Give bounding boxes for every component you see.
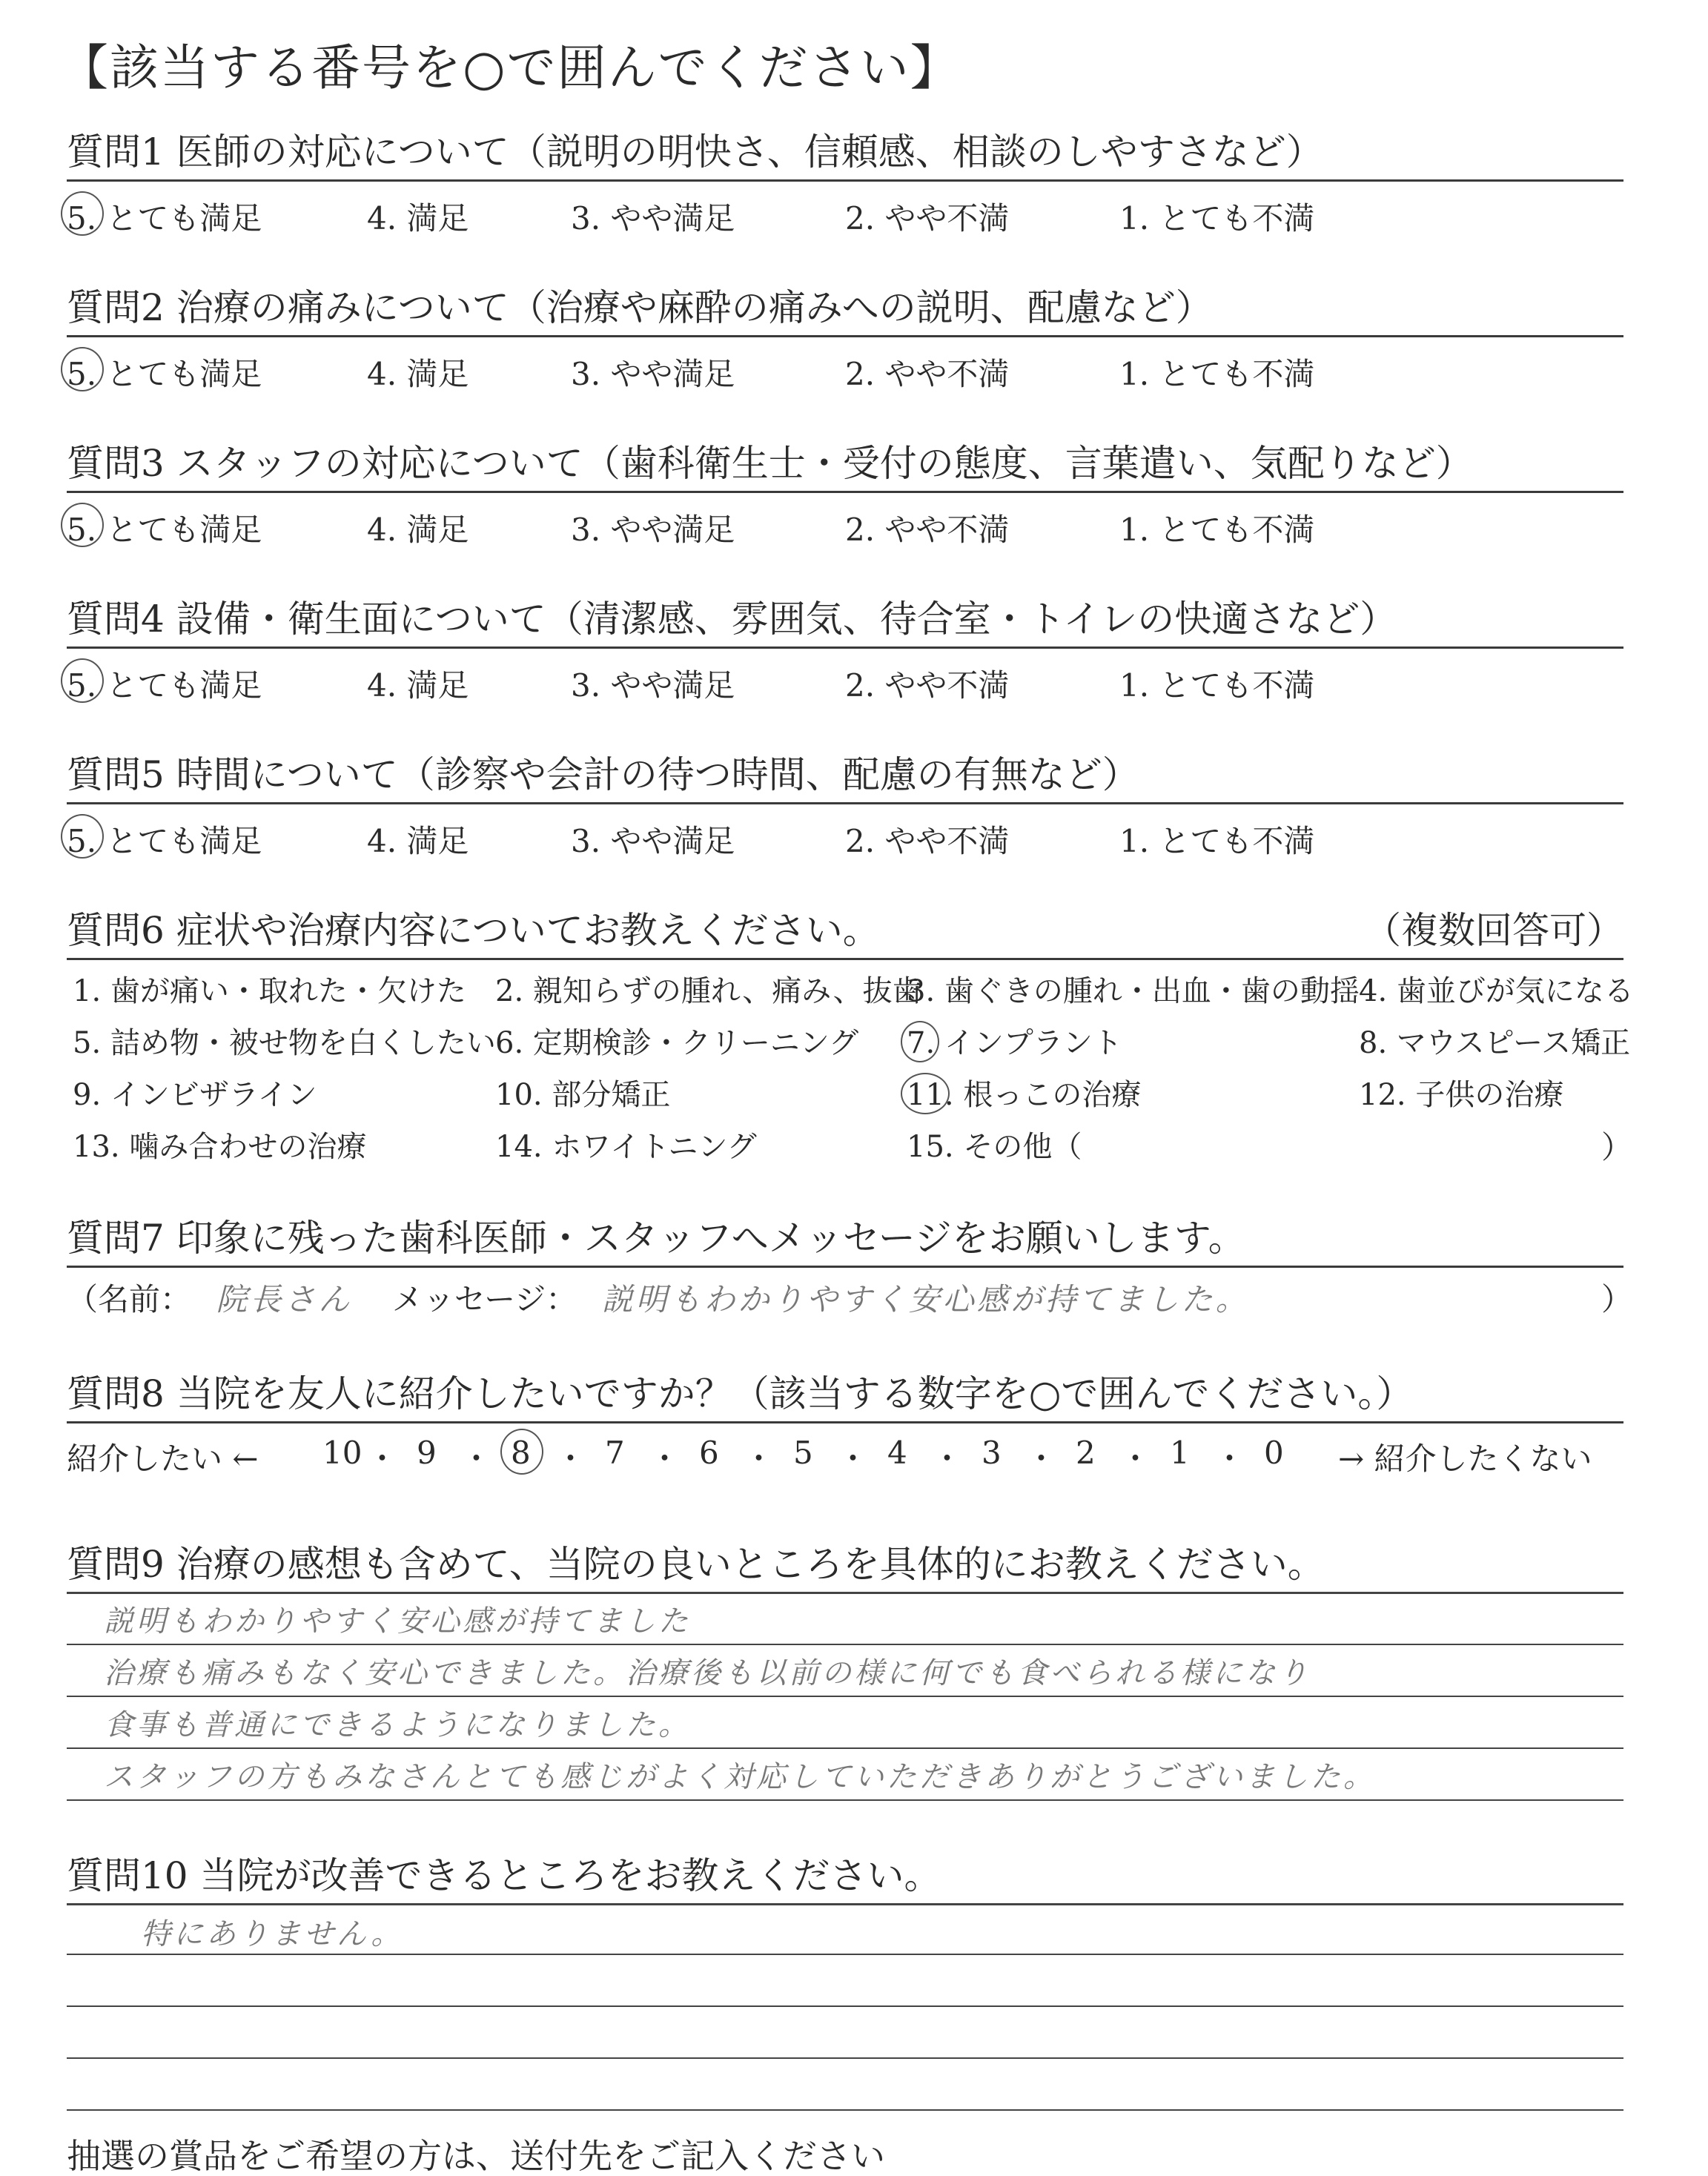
q8-separator: ・ [649,1441,681,1477]
q3-rule [67,491,1623,493]
q6-close-paren: ） [1601,1129,1633,1165]
q2-rule [67,335,1623,337]
q4-selected-circle [61,658,104,703]
q1-option-4[interactable]: 4. 満足 [367,200,469,237]
q6-option-11[interactable]: 11. 根っこの治療 [907,1078,1142,1112]
q5-options [67,817,1623,862]
q8-separator: ・ [1025,1441,1057,1477]
q6-circle-11 [901,1073,950,1114]
q5-label: 質問5 時間について（診察や会計の待つ時間、配慮の有無など） [67,753,1139,796]
q8-scale-8[interactable]: 8 [511,1435,531,1471]
q9-line-1 [67,1644,1623,1645]
q3-option-1[interactable]: 1. とても不満 [1119,512,1315,548]
q1-selected-circle [61,191,104,236]
q2-options [67,350,1623,394]
q8-scale-5[interactable]: 5 [793,1435,813,1471]
q8-separator: ・ [366,1441,398,1477]
q6-option-14[interactable]: 14. ホワイトニング [495,1130,757,1164]
q4-options [67,661,1623,706]
q9-rule [67,1592,1623,1594]
q8-scale-1[interactable]: 1 [1170,1435,1190,1471]
q9-label: 質問9 治療の感想も含めて、当院の良いところを具体的にお教えください。 [67,1543,1325,1586]
q10-answer[interactable]: 特にありません。 [141,1917,404,1951]
q1-option-1[interactable]: 1. とても不満 [1119,200,1315,237]
q8-right-label: → 紹介したくない [1338,1441,1592,1477]
q10-line-3 [67,2057,1623,2059]
q6-option-3[interactable]: 3. 歯ぐきの腫れ・出血・歯の動揺 [907,974,1360,1008]
q4-label: 質問4 設備・衛生面について（清潔感、雰囲気、待合室・トイレの快適さなど） [67,598,1397,641]
q8-scale-0[interactable]: 0 [1264,1435,1284,1471]
q2-option-4[interactable]: 4. 満足 [367,356,469,392]
q8-scale-9[interactable]: 9 [417,1435,437,1471]
q6-option-1[interactable]: 1. 歯が痛い・取れた・欠けた [73,974,466,1008]
q2-label: 質問2 治療の痛みについて（治療や麻酔の痛みへの説明、配慮など） [67,286,1213,329]
q6-option-5[interactable]: 5. 詰め物・被せ物を白くしたい [73,1026,496,1060]
q9-answer-line-3[interactable]: 食事も普通にできるようになりました。 [104,1708,691,1742]
q1-label: 質問1 医師の対応について（説明の明快さ、信頼感、相談のしやすさなど） [67,130,1323,173]
q5-option-3[interactable]: 3. やや満足 [571,823,735,859]
q5-option-5[interactable]: 5. とても満足 [67,823,262,859]
q8-scale-7[interactable]: 7 [605,1435,625,1471]
q3-options [67,506,1623,550]
q1-rule [67,179,1623,182]
q6-option-15[interactable]: 15. その他（ [907,1130,1082,1164]
q8-separator: ・ [837,1441,869,1477]
q5-option-1[interactable]: 1. とても不満 [1119,823,1315,859]
q4-rule [67,646,1623,649]
q3-option-2[interactable]: 2. やや不満 [845,512,1010,548]
footer-partial-text: 抽選の賞品をご希望の方は、送付先をご記入ください [67,2136,885,2176]
q7-name-value[interactable]: 院長さん [216,1281,353,1317]
q8-separator: ・ [555,1441,586,1477]
q7-message-value[interactable]: 説明もわかりやすく安心感が持てました。 [601,1281,1250,1317]
q6-options [73,968,1634,1190]
q9-answer-line-1[interactable]: 説明もわかりやすく安心感が持てました [104,1604,691,1638]
q8-scale-6[interactable]: 6 [699,1435,719,1471]
q8-scale-3[interactable]: 3 [982,1435,1002,1471]
q6-option-4[interactable]: 4. 歯並びが気になる [1359,974,1634,1008]
q1-options [67,194,1623,239]
q8-scale-10[interactable]: 10 [322,1435,363,1471]
q10-line-1 [67,1954,1623,1955]
q8-rule [67,1421,1623,1423]
q9-answer-line-2[interactable]: 治療も痛みもなく安心できました。治療後も以前の様に何でも食べられる様になり [104,1656,1311,1690]
q4-option-1[interactable]: 1. とても不満 [1119,667,1315,704]
q4-option-3[interactable]: 3. やや満足 [571,667,735,704]
q6-option-10[interactable]: 10. 部分矯正 [495,1078,671,1112]
q4-option-5[interactable]: 5. とても満足 [67,667,262,704]
q8-separator: ・ [931,1441,963,1477]
q3-option-5[interactable]: 5. とても満足 [67,512,262,548]
q8-scale-2[interactable]: 2 [1076,1435,1096,1471]
q8-separator: ・ [743,1441,775,1477]
q10-line-2 [67,2005,1623,2007]
q1-option-5[interactable]: 5. とても満足 [67,200,262,237]
q6-note: （複数回答可） [1364,909,1623,952]
q3-selected-circle [61,503,104,547]
q8-left-label: 紹介したい ← [67,1441,259,1477]
q3-option-4[interactable]: 4. 満足 [367,512,469,548]
q6-rule [67,958,1623,960]
q8-label: 質問8 当院を友人に紹介したいですか？（該当する数字を○で囲んでください。） [67,1372,1414,1415]
q7-label: 質問7 印象に残った歯科医師・スタッフへメッセージをお願いします。 [67,1217,1245,1260]
q5-option-2[interactable]: 2. やや不満 [845,823,1010,859]
q6-option-6[interactable]: 6. 定期検診・クリーニング [495,1026,859,1060]
q6-option-13[interactable]: 13. 噛み合わせの治療 [73,1130,367,1164]
q8-separator: ・ [460,1441,492,1477]
q4-option-2[interactable]: 2. やや不満 [845,667,1010,704]
q2-option-1[interactable]: 1. とても不満 [1119,356,1315,392]
q7-close-paren: ） [1601,1281,1633,1317]
q7-rule [67,1266,1623,1268]
q9-answer-line-4[interactable]: スタッフの方もみなさんとても感じがよく対応していただきありがとうございました。 [104,1760,1376,1794]
q6-circle-7 [901,1021,939,1062]
q9-line-3 [67,1747,1623,1749]
q7-name-label: （名前： [67,1281,192,1317]
q8-separator: ・ [1214,1441,1245,1477]
q7-message-row [67,1275,1250,1320]
q9-line-2 [67,1696,1623,1697]
q6-option-7[interactable]: 7. インプラント [907,1026,1122,1060]
q1-option-2[interactable]: 2. やや不満 [845,200,1010,237]
q6-option-9[interactable]: 9. インビザライン [73,1078,317,1112]
q6-label: 質問6 症状や治療内容についてお教えください。 [67,909,880,952]
q5-rule [67,802,1623,804]
q9-line-4 [67,1799,1623,1801]
q6-option-8[interactable]: 8. マウスピース矯正 [1359,1026,1631,1060]
q8-scale-4[interactable]: 4 [887,1435,907,1471]
q10-line-4 [67,2109,1623,2111]
q2-option-2[interactable]: 2. やや不満 [845,356,1010,392]
q2-option-3[interactable]: 3. やや満足 [571,356,735,392]
q8-selected-circle [500,1429,543,1475]
q6-option-2[interactable]: 2. 親知らずの腫れ、痛み、抜歯 [495,974,922,1008]
q10-rule [67,1903,1623,1905]
q3-label: 質問3 スタッフの対応について（歯科衛生士・受付の態度、言葉遣い、気配りなど） [67,442,1473,485]
q3-option-3[interactable]: 3. やや満足 [571,512,735,548]
q7-message-label: メッセージ： [391,1281,577,1317]
q5-option-4[interactable]: 4. 満足 [367,823,469,859]
q2-option-5[interactable]: 5. とても満足 [67,356,262,392]
q8-separator: ・ [1119,1441,1151,1477]
q1-option-3[interactable]: 3. やや満足 [571,200,735,237]
form-title: 【該当する番号を○で囲んでください】 [59,39,961,96]
q5-selected-circle [61,814,104,859]
q8-scale-row [67,1435,1623,1479]
q2-selected-circle [61,347,104,391]
q6-option-12[interactable]: 12. 子供の治療 [1359,1078,1564,1112]
q10-label: 質問10 当院が改善できるところをお教えください。 [67,1854,941,1897]
q4-option-4[interactable]: 4. 満足 [367,667,469,704]
